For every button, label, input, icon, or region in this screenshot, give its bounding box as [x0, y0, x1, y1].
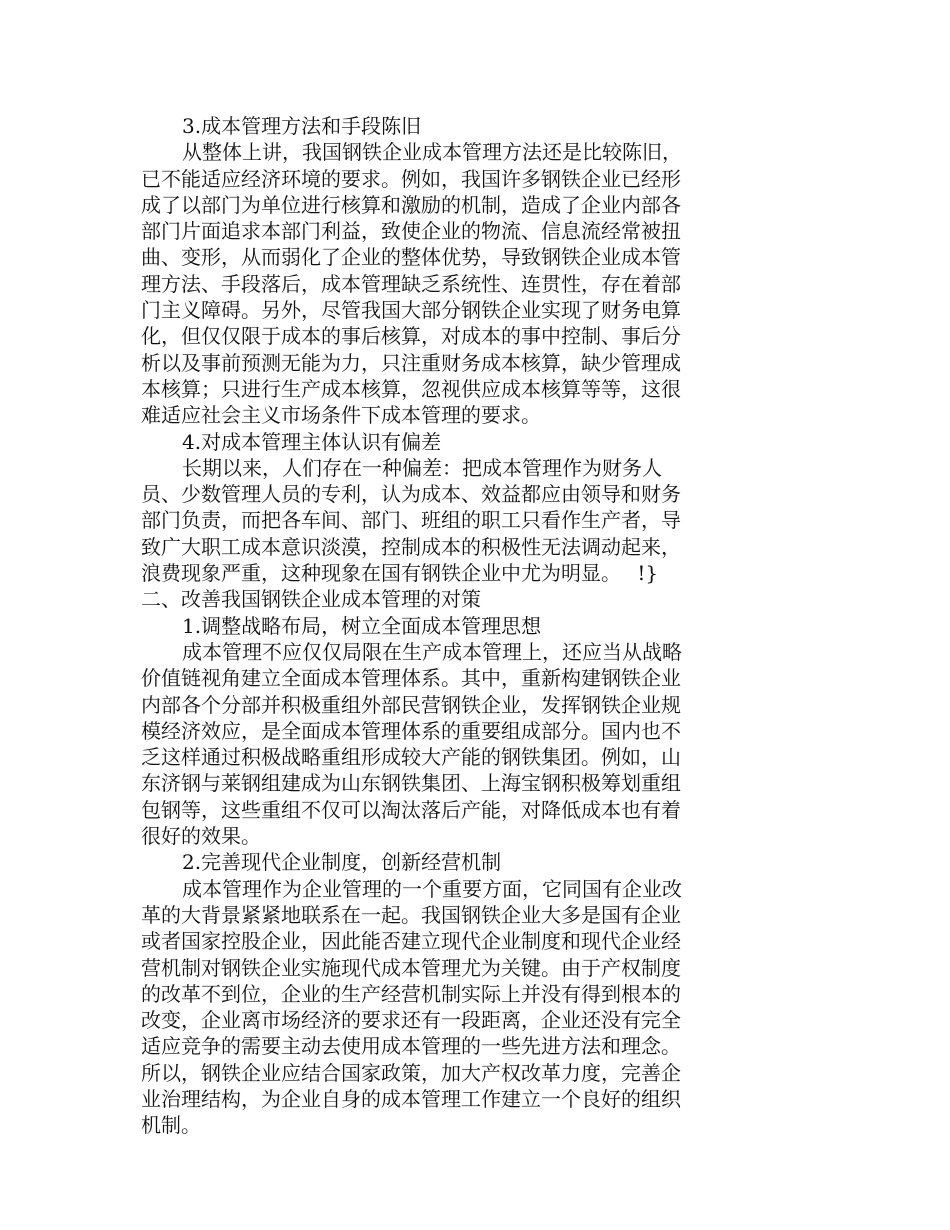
paragraph-line: 员、少数管理人员的专利，认为成本、效益都应由领导和财务 — [141, 482, 681, 507]
paragraph-line: 难适应社会主义市场条件下成本管理的要求。 — [141, 403, 541, 428]
paragraph-line: 很好的效果。 — [141, 824, 261, 849]
paragraph-line: 业治理结构，为企业自身的成本管理工作建立一个良好的组织 — [141, 1086, 681, 1111]
paragraph-line: 内部各个分部并积极重组外部民营钢铁企业，发挥钢铁企业规 — [141, 692, 681, 717]
paragraph-line: 革的大背景紧紧地联系在一起。我国钢铁企业大多是国有企业 — [141, 902, 681, 927]
paragraph-line: 所以，钢铁企业应结合国家政策，加大产权改革力度，完善企 — [141, 1060, 681, 1085]
paragraph-line: 价值链视角建立全面成本管理体系。其中，重新构建钢铁企业 — [141, 666, 681, 691]
paragraph-line: 析以及事前预测无能为力，只注重财务成本核算，缺少管理成 — [141, 350, 681, 375]
subheading-line: 1.调整战略布局，树立全面成本管理思想 — [182, 613, 542, 638]
paragraph-cost-subject — [141, 455, 731, 586]
paragraph-line: 门主义障碍。另外，尽管我国大部分钢铁企业实现了财务电算 — [141, 298, 681, 323]
paragraph-line: 改变，企业离市场经济的要求还有一段距离，企业还没有完全 — [141, 1008, 681, 1033]
paragraph-line: 乏这样通过积极战略重组形成较大产能的钢铁集团。例如，山 — [141, 745, 681, 770]
paragraph-line: 成本管理作为企业管理的一个重要方面，它同国有企业改 — [182, 876, 682, 901]
paragraph-line: 营机制对钢铁企业实施现代成本管理尤为关键。由于产权制度 — [141, 955, 681, 980]
paragraph-line: 成本管理不应仅仅局限在生产成本管理上，还应当从战略 — [182, 639, 682, 664]
section-subheading-4 — [141, 429, 731, 455]
paragraph-line: 东济钢与莱钢组建成为山东钢铁集团、上海宝钢积极筹划重组 — [141, 771, 681, 796]
paragraph-line: 本核算；只进行生产成本核算，忽视供应成本核算等等，这很 — [141, 376, 681, 401]
paragraph-line: 适应竞争的需要主动去使用成本管理的一些先进方法和理念。 — [141, 1034, 681, 1059]
paragraph-line: 模经济效应，是全面成本管理体系的重要组成部分。国内也不 — [141, 718, 681, 743]
paragraph-line: 成了以部门为单位进行核算和激励的机制，造成了企业内部各 — [141, 192, 681, 217]
subheading-line: 2.完善现代企业制度，创新经营机制 — [182, 850, 502, 875]
paragraph-line: 的改革不到位，企业的生产经营机制实际上并没有得到根本的 — [141, 981, 681, 1006]
paragraph-line: 长期以来，人们存在一种偏差：把成本管理作为财务人 — [182, 455, 662, 480]
paragraph-line: 包钢等，这些重组不仅可以淘汰落后产能，对降低成本也有着 — [141, 797, 681, 822]
document-body — [141, 113, 731, 1139]
paragraph-line: 理方法、手段落后，成本管理缺乏系统性、连贯性，存在着部 — [141, 271, 681, 296]
paragraph-line: 已不能适应经济环境的要求。例如，我国许多钢铁企业已经形 — [141, 166, 681, 191]
paragraph-enterprise-system — [141, 876, 731, 1139]
paragraph-line: 或者国家控股企业，因此能否建立现代企业制度和现代企业经 — [141, 929, 681, 954]
paragraph-line: 化，但仅仅限于成本的事后核算，对成本的事中控制、事后分 — [141, 324, 681, 349]
paragraph-cost-methods — [141, 139, 731, 428]
paragraph-line: 致广大职工成本意识淡漠，控制成本的积极性无法调动起来， — [141, 534, 681, 559]
paragraph-strategy — [141, 639, 731, 849]
section-heading-2 — [141, 586, 731, 612]
paragraph-line: 浪费现象严重，这种现象在国有钢铁企业中尤为明显。 !} — [141, 561, 659, 586]
subheading-line: 3.成本管理方法和手段陈旧 — [182, 114, 422, 138]
paragraph-line: 机制。 — [141, 1113, 201, 1138]
paragraph-line: 曲、变形，从而弱化了企业的整体优势，导致钢铁企业成本管 — [141, 245, 681, 270]
section-subheading-3 — [141, 113, 731, 139]
paragraph-line: 部门片面追求本部门利益，致使企业的物流、信息流经常被扭 — [141, 219, 681, 244]
paragraph-line: 部门负责，而把各车间、部门、班组的职工只看作生产者，导 — [141, 508, 681, 533]
section-subheading-1 — [141, 613, 731, 639]
heading-line: 二、改善我国钢铁企业成本管理的对策 — [141, 587, 481, 612]
paragraph-line: 从整体上讲，我国钢铁企业成本管理方法还是比较陈旧， — [182, 140, 682, 165]
section-subheading-2 — [141, 849, 731, 875]
subheading-line: 4.对成本管理主体认识有偏差 — [182, 429, 442, 454]
